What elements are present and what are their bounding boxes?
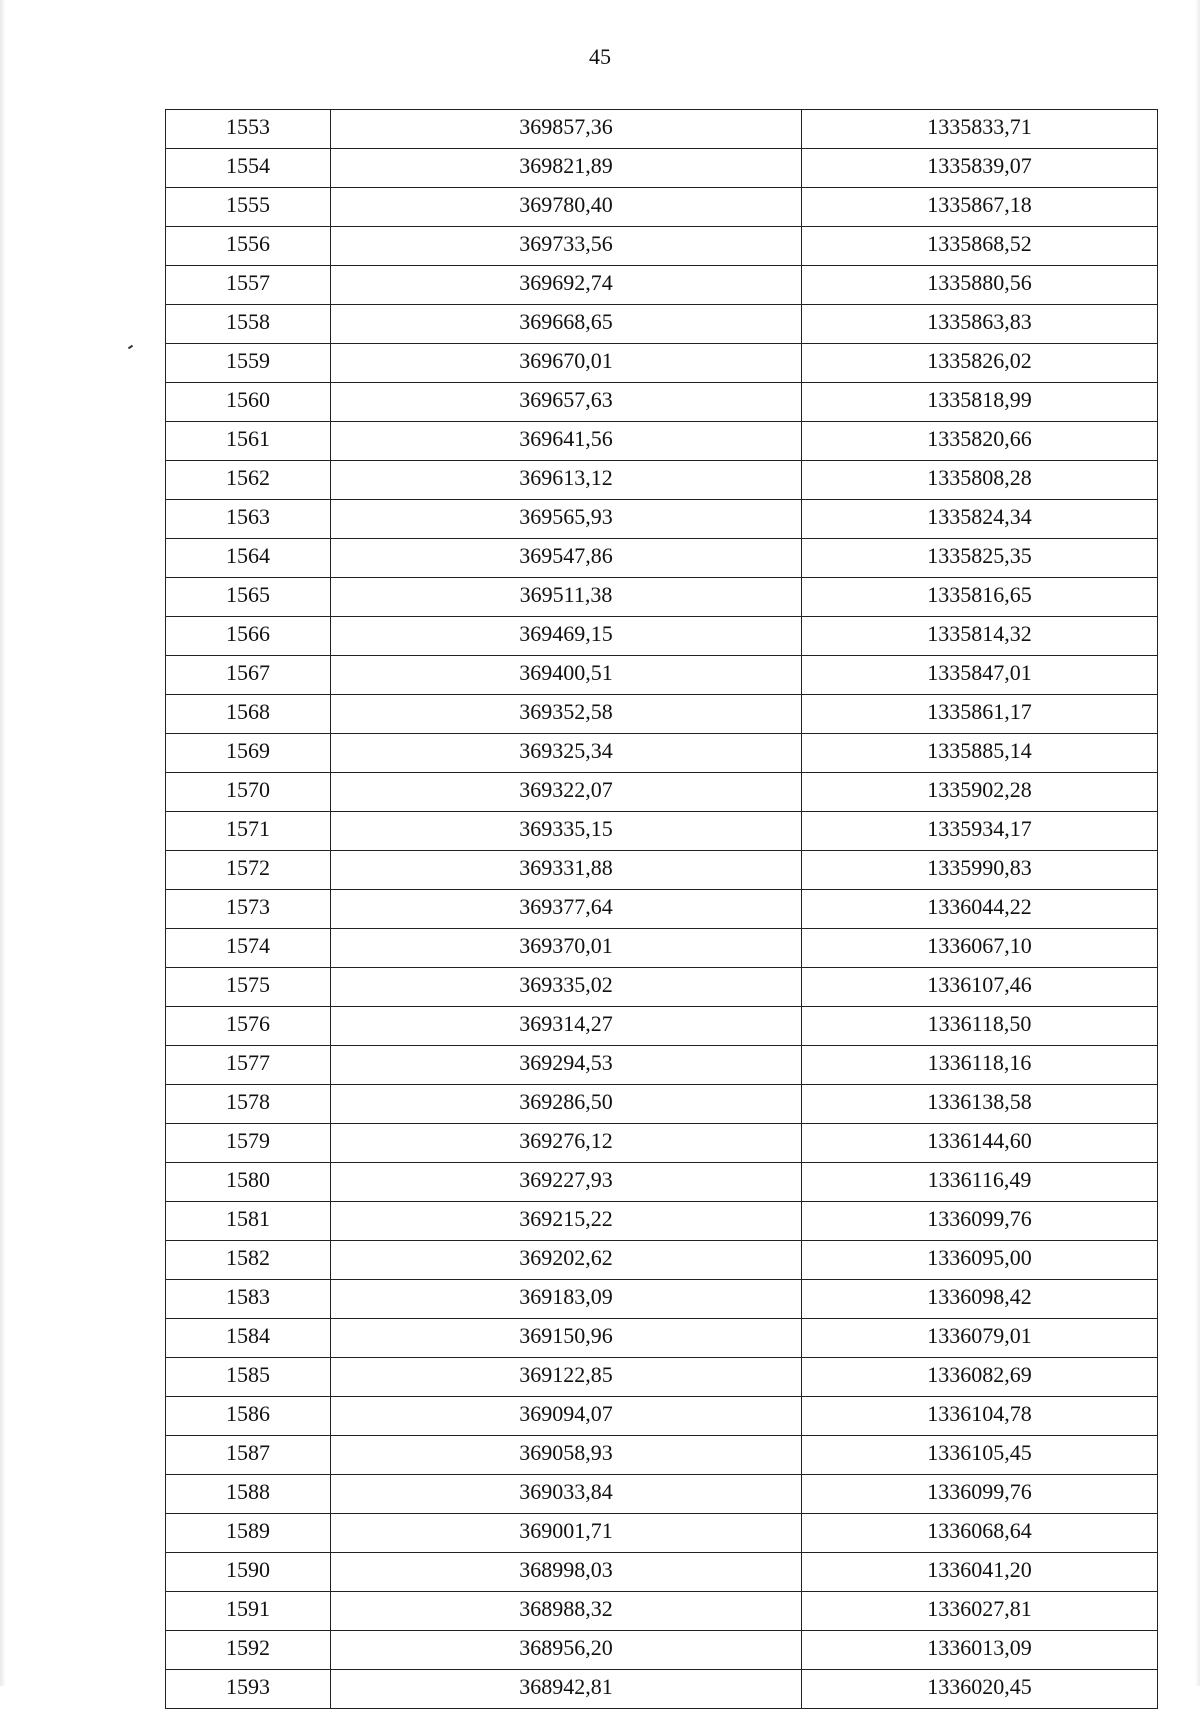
y-coordinate-cell: 1335885,14 [802,734,1158,773]
y-coordinate-cell: 1335824,34 [802,500,1158,539]
point-number-cell: 1590 [166,1553,331,1592]
y-coordinate-cell: 1335833,71 [802,110,1158,149]
table-row [166,851,1158,890]
y-coordinate-cell: 1335808,28 [802,461,1158,500]
table-row [166,1007,1158,1046]
table-row [166,812,1158,851]
y-coordinate-cell: 1336104,78 [802,1397,1158,1436]
table-row [166,890,1158,929]
table-row [166,266,1158,305]
y-coordinate-cell: 1336099,76 [802,1475,1158,1514]
point-number-cell: 1583 [166,1280,331,1319]
point-number-cell: 1567 [166,656,331,695]
x-coordinate-cell: 368942,81 [331,1670,802,1709]
x-coordinate-cell: 369331,88 [331,851,802,890]
x-coordinate-cell: 368998,03 [331,1553,802,1592]
point-number-cell: 1557 [166,266,331,305]
x-coordinate-cell: 369335,15 [331,812,802,851]
point-number-cell: 1553 [166,110,331,149]
x-coordinate-cell: 369641,56 [331,422,802,461]
point-number-cell: 1574 [166,929,331,968]
x-coordinate-cell: 369670,01 [331,344,802,383]
x-coordinate-cell: 369613,12 [331,461,802,500]
y-coordinate-cell: 1336118,50 [802,1007,1158,1046]
x-coordinate-cell: 369325,34 [331,734,802,773]
point-number-cell: 1565 [166,578,331,617]
x-coordinate-cell: 369657,63 [331,383,802,422]
y-coordinate-cell: 1335990,83 [802,851,1158,890]
point-number-cell: 1573 [166,890,331,929]
table-row [166,695,1158,734]
coordinates-table-body [166,110,1158,1709]
point-number-cell: 1585 [166,1358,331,1397]
y-coordinate-cell: 1335826,02 [802,344,1158,383]
table-row [166,1163,1158,1202]
x-coordinate-cell: 369400,51 [331,656,802,695]
table-row [166,1319,1158,1358]
y-coordinate-cell: 1336105,45 [802,1436,1158,1475]
x-coordinate-cell: 369335,02 [331,968,802,1007]
table-row [166,188,1158,227]
table-row [166,578,1158,617]
table-row [166,1631,1158,1670]
x-coordinate-cell: 369377,64 [331,890,802,929]
table-row [166,539,1158,578]
table-row [166,1553,1158,1592]
table-row [166,461,1158,500]
y-coordinate-cell: 1336107,46 [802,968,1158,1007]
table-row [166,149,1158,188]
x-coordinate-cell: 369780,40 [331,188,802,227]
x-coordinate-cell: 369276,12 [331,1124,802,1163]
y-coordinate-cell: 1336116,49 [802,1163,1158,1202]
table-row [166,1514,1158,1553]
point-number-cell: 1584 [166,1319,331,1358]
point-number-cell: 1579 [166,1124,331,1163]
point-number-cell: 1568 [166,695,331,734]
y-coordinate-cell: 1336144,60 [802,1124,1158,1163]
y-coordinate-cell: 1335816,65 [802,578,1158,617]
x-coordinate-cell: 369469,15 [331,617,802,656]
point-number-cell: 1576 [166,1007,331,1046]
table-row [166,227,1158,266]
y-coordinate-cell: 1336044,22 [802,890,1158,929]
point-number-cell: 1554 [166,149,331,188]
x-coordinate-cell: 369033,84 [331,1475,802,1514]
y-coordinate-cell: 1335861,17 [802,695,1158,734]
page-number: 45 [589,44,611,69]
y-coordinate-cell: 1336098,42 [802,1280,1158,1319]
y-coordinate-cell: 1336020,45 [802,1670,1158,1709]
point-number-cell: 1578 [166,1085,331,1124]
coordinates-table [165,109,1158,1709]
table-row [166,968,1158,1007]
y-coordinate-cell: 1335868,52 [802,227,1158,266]
table-row [166,1280,1158,1319]
x-coordinate-cell: 369294,53 [331,1046,802,1085]
point-number-cell: 1581 [166,1202,331,1241]
table-row [166,1397,1158,1436]
point-number-cell: 1588 [166,1475,331,1514]
table-row [166,734,1158,773]
point-number-cell: 1555 [166,188,331,227]
x-coordinate-cell: 369547,86 [331,539,802,578]
y-coordinate-cell: 1335934,17 [802,812,1158,851]
x-coordinate-cell: 369094,07 [331,1397,802,1436]
x-coordinate-cell: 369857,36 [331,110,802,149]
y-coordinate-cell: 1336013,09 [802,1631,1158,1670]
table-row [166,1124,1158,1163]
x-coordinate-cell: 369668,65 [331,305,802,344]
point-number-cell: 1558 [166,305,331,344]
x-coordinate-cell: 369183,09 [331,1280,802,1319]
x-coordinate-cell: 369001,71 [331,1514,802,1553]
x-coordinate-cell: 369352,58 [331,695,802,734]
x-coordinate-cell: 369122,85 [331,1358,802,1397]
table-row [166,1202,1158,1241]
x-coordinate-cell: 368988,32 [331,1592,802,1631]
table-row [166,500,1158,539]
point-number-cell: 1570 [166,773,331,812]
x-coordinate-cell: 369370,01 [331,929,802,968]
y-coordinate-cell: 1335880,56 [802,266,1158,305]
y-coordinate-cell: 1335818,99 [802,383,1158,422]
x-coordinate-cell: 368956,20 [331,1631,802,1670]
x-coordinate-cell: 369322,07 [331,773,802,812]
y-coordinate-cell: 1335863,83 [802,305,1158,344]
point-number-cell: 1561 [166,422,331,461]
table-row [166,305,1158,344]
y-coordinate-cell: 1335814,32 [802,617,1158,656]
table-row [166,1436,1158,1475]
y-coordinate-cell: 1336027,81 [802,1592,1158,1631]
table-row [166,422,1158,461]
point-number-cell: 1562 [166,461,331,500]
y-coordinate-cell: 1336068,64 [802,1514,1158,1553]
table-row [166,1358,1158,1397]
point-number-cell: 1587 [166,1436,331,1475]
x-coordinate-cell: 369058,93 [331,1436,802,1475]
point-number-cell: 1593 [166,1670,331,1709]
table-row [166,1241,1158,1280]
x-coordinate-cell: 369511,38 [331,578,802,617]
x-coordinate-cell: 369227,93 [331,1163,802,1202]
point-number-cell: 1589 [166,1514,331,1553]
point-number-cell: 1591 [166,1592,331,1631]
point-number-cell: 1592 [166,1631,331,1670]
y-coordinate-cell: 1336082,69 [802,1358,1158,1397]
y-coordinate-cell: 1336138,58 [802,1085,1158,1124]
stray-mark [128,345,133,350]
point-number-cell: 1564 [166,539,331,578]
y-coordinate-cell: 1335839,07 [802,149,1158,188]
point-number-cell: 1559 [166,344,331,383]
y-coordinate-cell: 1336079,01 [802,1319,1158,1358]
x-coordinate-cell: 369202,62 [331,1241,802,1280]
table-row [166,1670,1158,1709]
point-number-cell: 1571 [166,812,331,851]
y-coordinate-cell: 1335867,18 [802,188,1158,227]
table-row [166,929,1158,968]
y-coordinate-cell: 1336041,20 [802,1553,1158,1592]
point-number-cell: 1575 [166,968,331,1007]
table-row [166,344,1158,383]
x-coordinate-cell: 369286,50 [331,1085,802,1124]
table-row [166,1046,1158,1085]
y-coordinate-cell: 1335820,66 [802,422,1158,461]
table-row [166,1592,1158,1631]
x-coordinate-cell: 369215,22 [331,1202,802,1241]
scan-edge-left [0,0,6,1686]
point-number-cell: 1569 [166,734,331,773]
table-row [166,110,1158,149]
table-row [166,1475,1158,1514]
point-number-cell: 1566 [166,617,331,656]
point-number-cell: 1586 [166,1397,331,1436]
y-coordinate-cell: 1336099,76 [802,1202,1158,1241]
table-row [166,383,1158,422]
point-number-cell: 1572 [166,851,331,890]
x-coordinate-cell: 369565,93 [331,500,802,539]
table-row [166,617,1158,656]
y-coordinate-cell: 1335825,35 [802,539,1158,578]
x-coordinate-cell: 369314,27 [331,1007,802,1046]
point-number-cell: 1580 [166,1163,331,1202]
x-coordinate-cell: 369733,56 [331,227,802,266]
y-coordinate-cell: 1336067,10 [802,929,1158,968]
y-coordinate-cell: 1335847,01 [802,656,1158,695]
y-coordinate-cell: 1335902,28 [802,773,1158,812]
point-number-cell: 1560 [166,383,331,422]
table-row [166,1085,1158,1124]
x-coordinate-cell: 369150,96 [331,1319,802,1358]
x-coordinate-cell: 369692,74 [331,266,802,305]
x-coordinate-cell: 369821,89 [331,149,802,188]
point-number-cell: 1556 [166,227,331,266]
y-coordinate-cell: 1336118,16 [802,1046,1158,1085]
point-number-cell: 1582 [166,1241,331,1280]
table-row [166,656,1158,695]
y-coordinate-cell: 1336095,00 [802,1241,1158,1280]
point-number-cell: 1563 [166,500,331,539]
point-number-cell: 1577 [166,1046,331,1085]
table-row [166,773,1158,812]
scan-edge-right [1195,0,1200,1686]
